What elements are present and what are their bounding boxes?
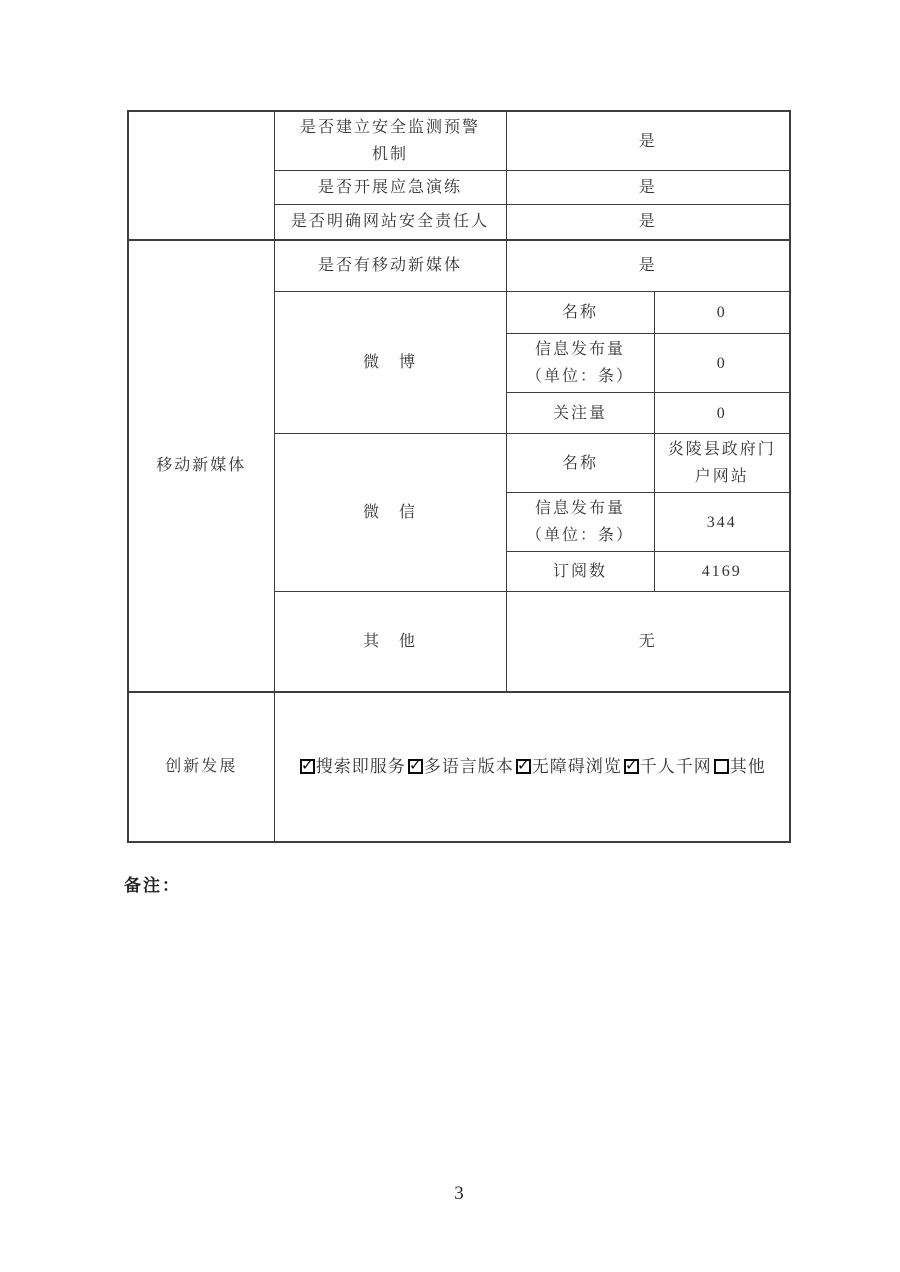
label-line2: 机制 [371, 146, 408, 163]
mobile-media-category-cell: 移动新媒体 [128, 240, 274, 692]
security-row-label [274, 111, 506, 171]
security-row-label: 是否明确网站安全责任人 [274, 205, 506, 240]
table-row [128, 692, 790, 842]
innovation-option-label: 千人千网 [639, 757, 712, 776]
security-row-value: 是 [506, 171, 790, 205]
security-row-label: 是否开展应急演练 [274, 171, 506, 205]
wechat-subscribers-value: 4169 [654, 552, 790, 592]
checkbox-icon[interactable] [624, 759, 639, 774]
innovation-option-label: 多语言版本 [423, 757, 514, 776]
report-table [127, 110, 791, 843]
wechat-name-value: 炎陵县政府门户网站 [654, 434, 790, 493]
checkbox-icon[interactable] [408, 759, 423, 774]
weibo-name-label: 名称 [506, 292, 654, 334]
weibo-followers-label: 关注量 [506, 393, 654, 434]
weibo-posts-label [506, 334, 654, 393]
checkbox-icon[interactable] [714, 759, 729, 774]
wechat-posts-value: 344 [654, 493, 790, 552]
has-mobile-media-label: 是否有移动新媒体 [274, 240, 506, 292]
checkbox-icon[interactable] [516, 759, 531, 774]
label-line2: （单位：条） [525, 527, 634, 544]
label-line2: （单位：条） [525, 368, 634, 385]
weibo-posts-value: 0 [654, 334, 790, 393]
wechat-subscribers-label: 订阅数 [506, 552, 654, 592]
has-mobile-media-value: 是 [506, 240, 790, 292]
checkbox-icon[interactable] [300, 759, 315, 774]
wechat-posts-label [506, 493, 654, 552]
security-category-cell [128, 111, 274, 240]
wechat-cell: 微 信 [274, 434, 506, 592]
label-line1: 信息发布量 [534, 341, 625, 358]
security-row-value: 是 [506, 111, 790, 171]
innovation-option-label: 搜索即服务 [315, 757, 406, 776]
innovation-option-label: 其他 [729, 757, 766, 776]
table-row [128, 240, 790, 292]
innovation-option-label: 无障碍浏览 [531, 757, 622, 776]
label-line1: 是否建立安全监测预警 [299, 119, 480, 136]
weibo-cell: 微 博 [274, 292, 506, 434]
weibo-name-value: 0 [654, 292, 790, 334]
label-line1: 信息发布量 [534, 500, 625, 517]
other-media-value: 无 [506, 592, 790, 692]
security-row-value: 是 [506, 205, 790, 240]
innovation-category-cell: 创新发展 [128, 692, 274, 842]
page-number: 3 [454, 1183, 464, 1204]
innovation-options-cell [274, 692, 790, 842]
weibo-followers-value: 0 [654, 393, 790, 434]
innovation-options-row [283, 753, 782, 780]
wechat-name-label: 名称 [506, 434, 654, 493]
table-row [128, 111, 790, 171]
remarks-label: 备注： [124, 876, 181, 895]
other-media-label: 其 他 [274, 592, 506, 692]
